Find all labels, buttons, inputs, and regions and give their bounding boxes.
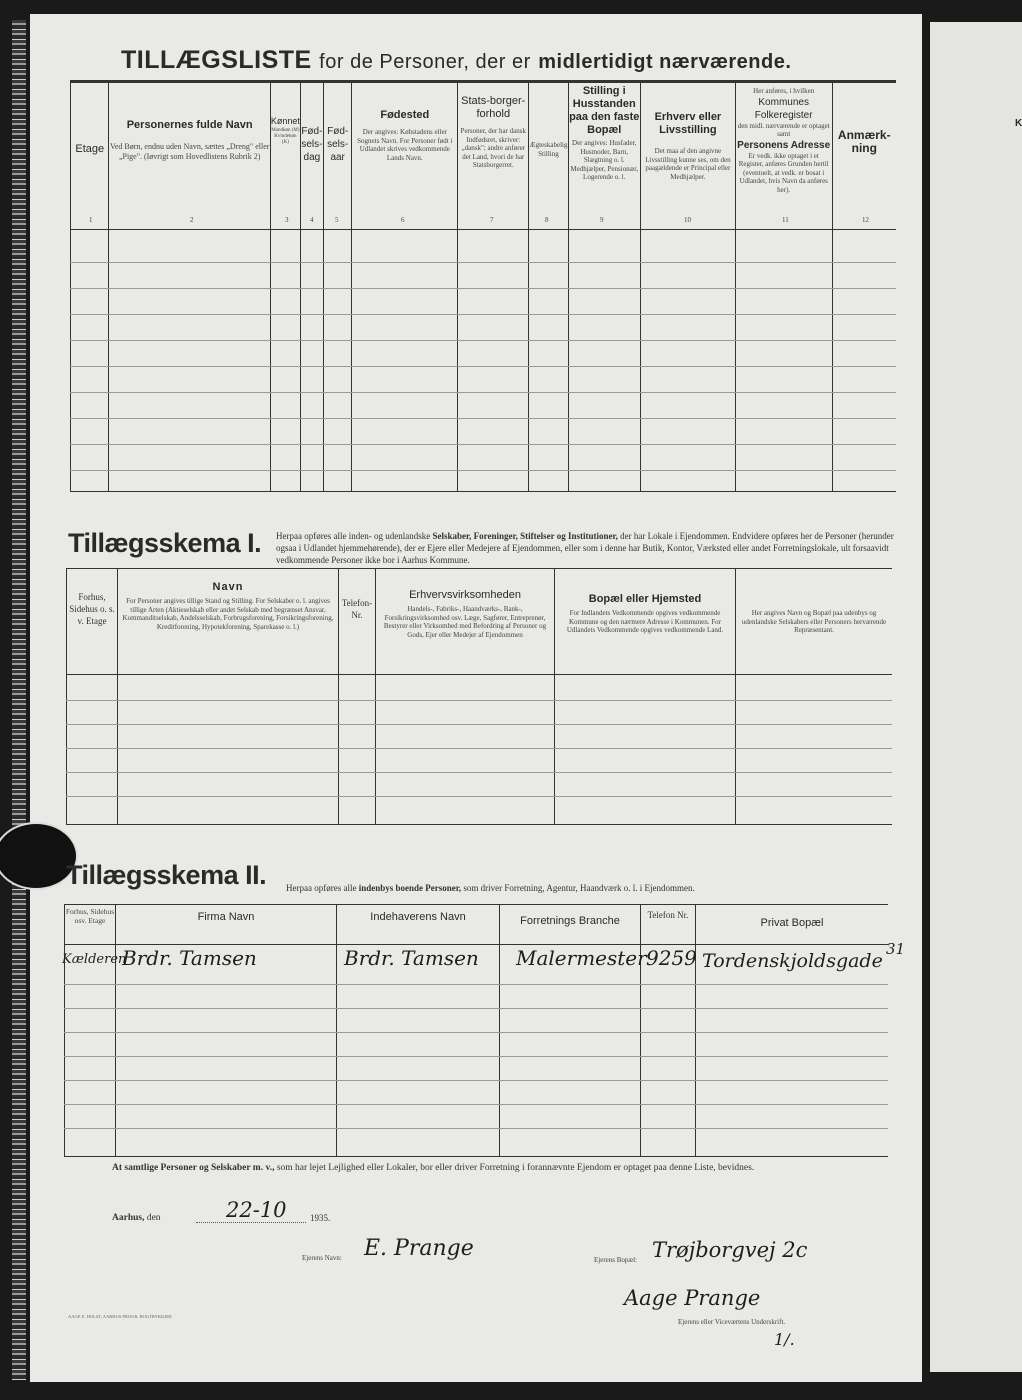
owner-name-signature: E. Prange <box>364 1236 474 1261</box>
entry-bopael-nr: 31 <box>886 940 906 958</box>
s1-col-bopael-desc: For Indlandets Vedkommende opgives vedkommende Kommune og den nærmere Adresse i Kommunen. For Udlandets Vedkommende opgives vedkommende Land. <box>566 609 724 634</box>
col-fodselsaar-header: Fød-sels-aar <box>327 126 349 163</box>
col-aegteskab-header: Ægteskabelig Stilling <box>529 141 568 158</box>
printer-imprint: AAGE E. HOLST, AARHUS PROGR. BOGTRYKKERI <box>68 1314 172 1319</box>
row-rule <box>70 392 896 393</box>
col-num-10: 10 <box>684 216 691 224</box>
row-rule <box>70 470 896 471</box>
col-num-2: 2 <box>190 216 194 224</box>
s1-col-navn: Navn <box>212 581 244 593</box>
col-num-6: 6 <box>401 216 405 224</box>
col-stilling-desc: Der angives: Husfader, Husmoder, Barn, Slægtning o. l. Medhjælper, Pensionær, Logerende o. l. <box>570 139 639 181</box>
date-line <box>196 1222 306 1223</box>
entry-etage: Kælderen <box>62 952 127 967</box>
owner-address-handwritten: Trøjborgvej 2c <box>652 1238 808 1262</box>
s2-col-firma: Firma Navn <box>197 911 255 923</box>
owner-address-label: Ejerens Bopæl: <box>594 1256 637 1264</box>
col-erhverv-desc: Det maa af den angivne Livsstilling kunne ses, om den paagældende er Principal eller Medhjælper. <box>645 147 731 181</box>
col-fodested-desc: Der angives: Købstadens eller Sognets Navn. For Personer født i Udlandet skrives vedkommende Lands Navn. <box>357 128 453 162</box>
row-rule <box>66 772 892 773</box>
s1-col-navn-desc: For Personer angives tillige Stand og Stilling. For Selskaber o. l. angives tillige Arten (Aktieselskab eller andet Selskab med begrænset Ansvar, Kommanditselskab, Andelsselskab, Forbrugsforening, Forsikringsforening, Kreditforening, Hypotekforening, Sparekasse o. l.) <box>122 597 334 631</box>
col-num-1: 1 <box>89 216 93 224</box>
col-erhverv-header: Erhverv eller Livsstilling <box>654 111 722 136</box>
row-rule <box>70 340 896 341</box>
col-kommune-mid: den midl. nærværende er optaget samt <box>737 121 830 138</box>
skema2-title: Tillægsskema II. <box>66 860 267 890</box>
skema1-table <box>66 568 892 825</box>
col-num-5: 5 <box>335 216 339 224</box>
col-adresse-desc: Er vedk. ikke optaget i et Register, anføres Grunden hertil (eventuelt, at vedk. er bosat i Udlandet, hvis Navn da anføres her). <box>738 151 829 194</box>
s2-col-telefon: Telefon Nr. <box>647 910 689 920</box>
row-rule <box>66 724 892 725</box>
footer-date-handwritten: 22-10 <box>226 1198 287 1222</box>
col-num-3: 3 <box>285 216 289 224</box>
col-navn-desc: Ved Børn, endnu uden Navn, sættes „Dreng" eller „Pige". (Iøvrigt som Hovedlistens Rubrik 2) <box>109 142 270 161</box>
s1-col-forhus: Forhus, Sidehus o. s. v. Etage <box>69 592 115 626</box>
entry-bopael: Tordenskjoldsgade <box>702 950 883 972</box>
s1-col-bopael: Bopæl eller Hjemsted <box>588 593 702 605</box>
col-etage-header: Etage <box>75 143 105 155</box>
row-rule <box>70 288 896 289</box>
row-rule <box>70 418 896 419</box>
col-adresse-header: Personens Adresse <box>737 139 831 151</box>
adjacent-page-letter: K <box>1015 118 1022 129</box>
col-statsborger-header: Stats-borger-forhold <box>461 95 526 120</box>
col-stilling-header: Stilling i Husstanden paa den faste Bopæl <box>569 85 640 136</box>
s1-col-erhverv: Erhvervsvirksomheden <box>409 589 521 601</box>
footer-attestation: At samtlige Personer og Selskaber m. v., som har lejet Lejlighed eller Lokaler, bor eller driver Forretning i forannævnte Ejendom er optaget paa denne Liste, bevidnes. <box>112 1163 755 1173</box>
col-num-8: 8 <box>545 216 549 224</box>
skema1-description: Herpaa opføres alle inden- og udenlandske Selskaber, Foreninger, Stiftelser og Institutioner, der har Lokale i Ejendommen. Endvidere opføres her de Personer (herunder ogsaa i Udlandet hjemmehørende), der er Ejere eller Medejere af Ejendommen, eller som i denne har Butik, Kontor, Værksted eller andet Forretningslokale, ult forsaavidt vedkommende Personer ikke bor i Aarhus Kommune. <box>276 531 894 565</box>
col-num-7: 7 <box>490 216 494 224</box>
col-navn-header: Personernes fulde Navn <box>126 119 253 131</box>
entry-branche: Malermester <box>516 946 647 970</box>
row-rule <box>64 1128 888 1129</box>
s1-col-erhverv-desc: Handels-, Fabriks-, Haandværks-, Bank-, Forsikringsvirksomhed osv. Læge, Sagfører, Entreprenør, Bestyrer eller Virksomhed med Befordring af Personer og Gods, Ejer eller Medejer af Ejendommen <box>383 605 547 639</box>
row-rule <box>66 796 892 797</box>
s1-col-telefon: Telefon-Nr. <box>341 598 373 620</box>
s2-col-forhus: Forhus, Sidehus osv. Etage <box>65 907 115 925</box>
row-rule <box>66 700 892 701</box>
book-binding <box>12 20 26 1380</box>
col-kon-header: Kønnet <box>270 116 300 126</box>
footer-year: 1935. <box>310 1213 331 1223</box>
col-statsborger-desc: Personer, der har dansk Indfødsret, skriver: „dansk"; andre anfører det Land, hvori de har Statsborgerret. <box>460 127 526 169</box>
col-num-9: 9 <box>600 216 604 224</box>
col-num-11: 11 <box>782 216 789 224</box>
s2-col-branche: Forretnings Branche <box>520 915 620 927</box>
entry-indehaver: Brdr. Tamsen <box>344 946 479 970</box>
landlord-signature: Aage Prange <box>624 1286 761 1310</box>
row-rule <box>66 748 892 749</box>
adjacent-page-edge <box>930 22 1022 1372</box>
skema2-description: Herpaa opføres alle indenbys boende Personer, som driver Forretning, Agentur, Haandværk o. l. i Ejendommen. <box>286 883 695 893</box>
footer-place-date: Aarhus, den <box>112 1213 161 1223</box>
row-rule <box>70 262 896 263</box>
signature-mark: 1/. <box>774 1330 795 1349</box>
col-anmaerkning-header: Anmærk-ning <box>837 128 891 155</box>
col-num-4: 4 <box>310 216 314 224</box>
s2-col-indehaver: Indehaverens Navn <box>370 911 466 923</box>
s2-col-privat-bopael: Privat Bopæl <box>760 917 824 929</box>
s1-col-repraesentant: Her angives Navn og Bopæl paa udenbys og udenlandske Selskabers eller Personers herværende Repræsentant. <box>741 609 887 634</box>
row-rule <box>64 1008 888 1009</box>
tillaegsliste-table <box>70 82 896 492</box>
entry-firma: Brdr. Tamsen <box>122 946 257 970</box>
row-rule <box>70 366 896 367</box>
row-rule <box>64 1032 888 1033</box>
row-rule <box>70 314 896 315</box>
col-fodested-header: Fødested <box>380 109 430 121</box>
row-rule <box>64 1080 888 1081</box>
col-kon-desc: Mandkøn (M) Kvindekøn (K) <box>271 128 300 145</box>
row-rule <box>64 984 888 985</box>
row-rule <box>64 1056 888 1057</box>
col-fodselsdag-header: Fød-sels-dag <box>301 126 323 163</box>
owner-name-label: Ejerens Navn: <box>302 1254 342 1262</box>
page-title: TILLÆGSLISTE for de Personer, der er midlertidigt nærværende. <box>121 46 792 74</box>
row-rule <box>70 444 896 445</box>
row-rule <box>64 1104 888 1105</box>
col-num-12: 12 <box>862 216 869 224</box>
skema2-table <box>64 904 888 1157</box>
signature-label: Ejerens eller Viceværtens Underskrift. <box>678 1318 786 1326</box>
skema1-title: Tillægsskema I. <box>68 528 262 558</box>
col-kommune-pre: Her anføres, i hvilken <box>753 87 815 95</box>
col-kommune-header: Kommunes Folkeregister <box>754 96 813 121</box>
entry-telefon: 9259 <box>646 946 697 970</box>
